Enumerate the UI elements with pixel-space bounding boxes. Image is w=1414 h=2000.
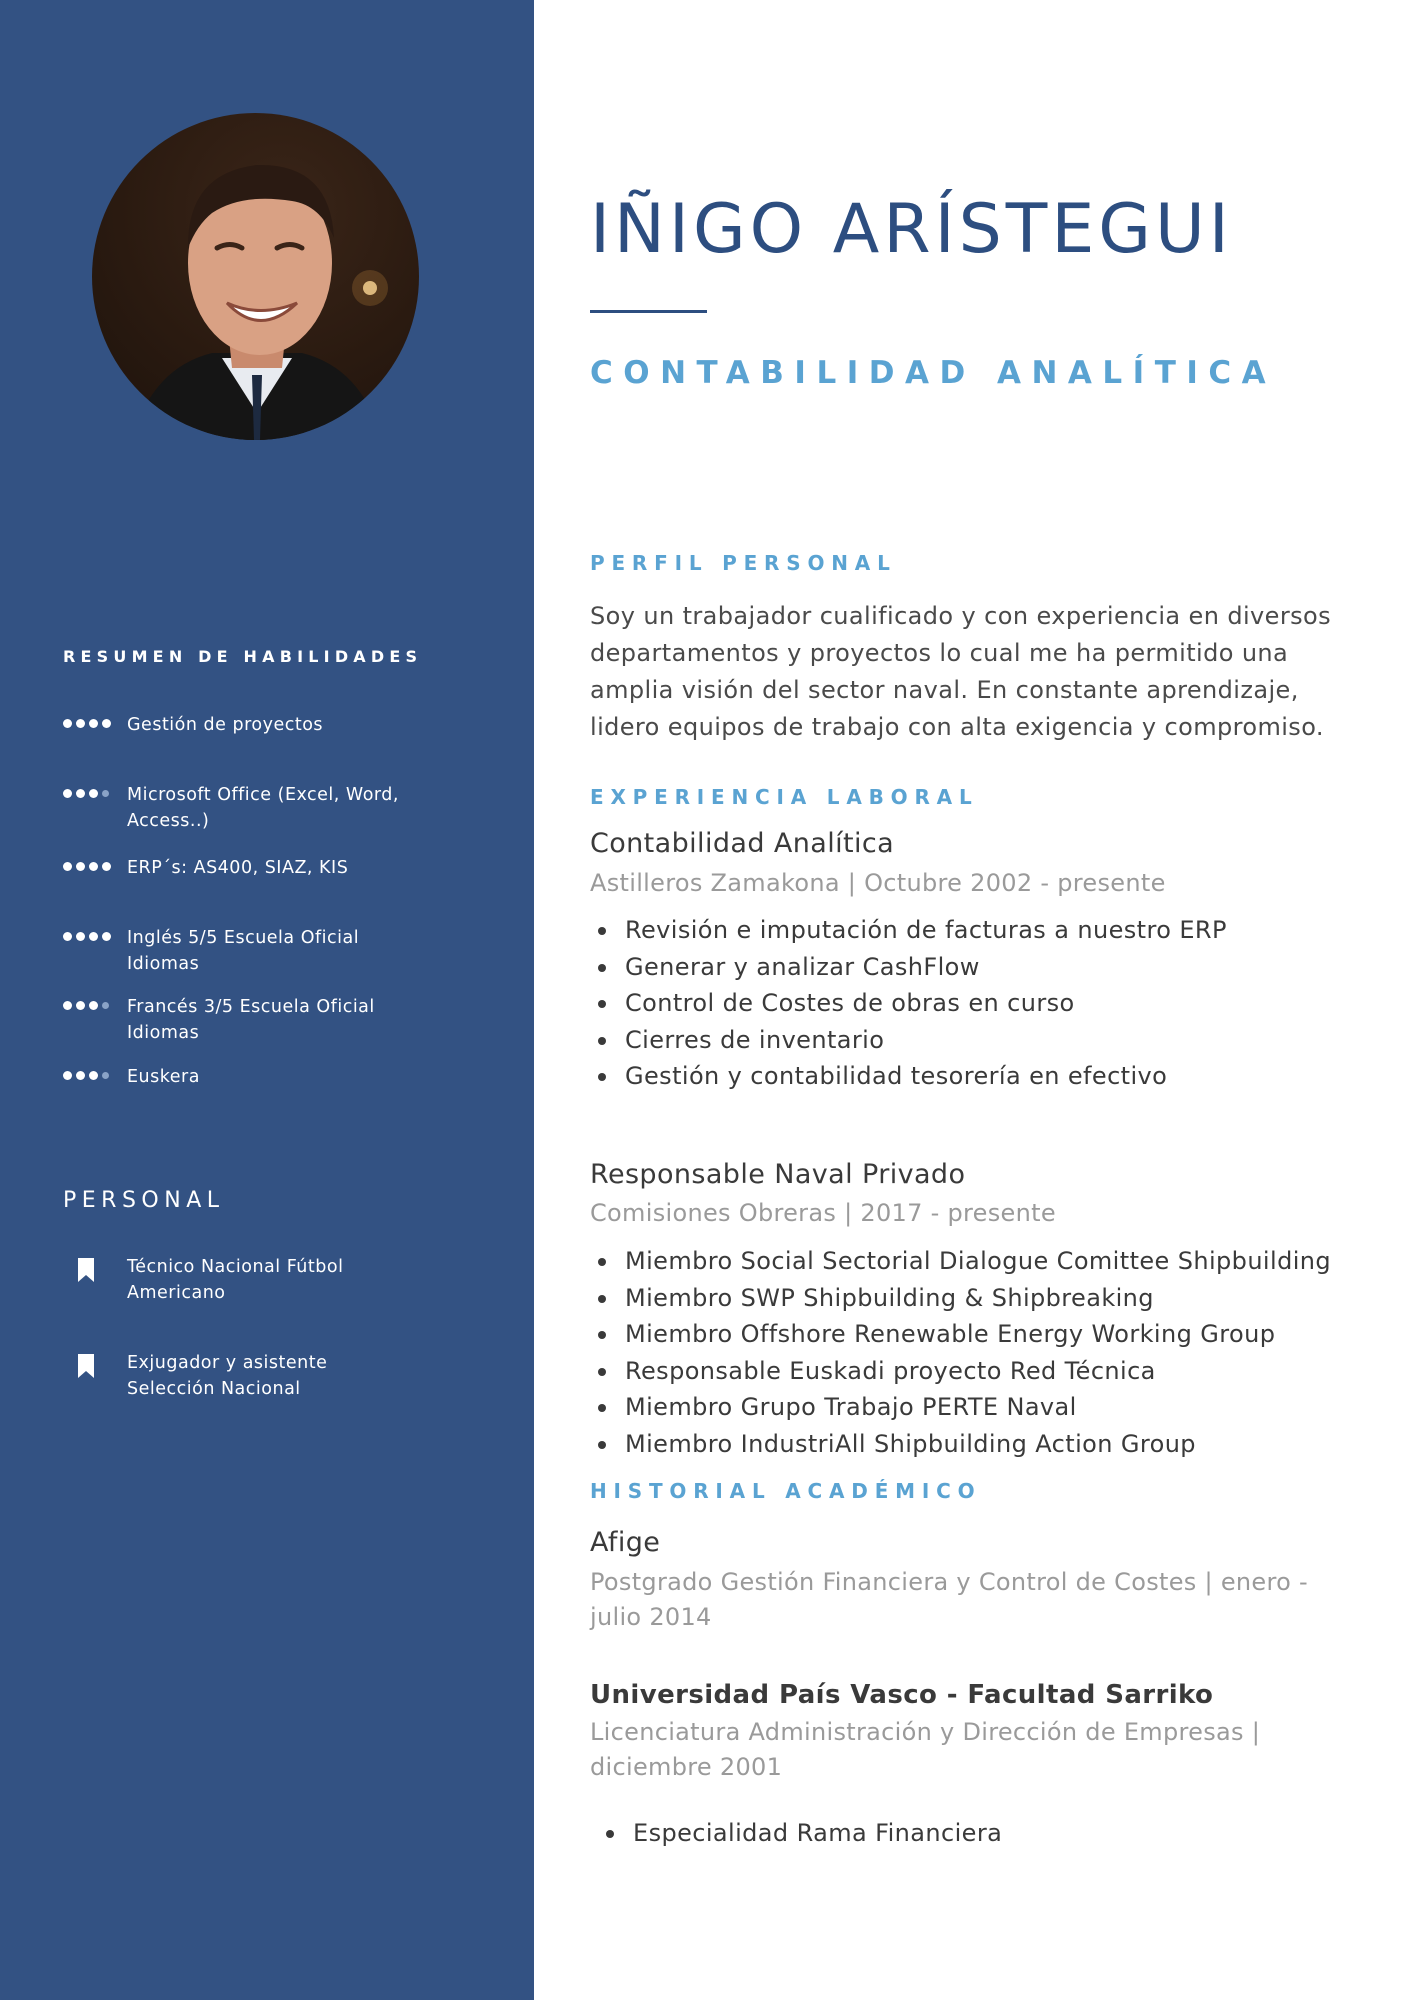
skill-label: Gestión de proyectos xyxy=(127,715,324,735)
profile-photo xyxy=(92,113,419,440)
name-divider xyxy=(590,310,707,313)
education-subtitle: Licenciatura Administración y Dirección de Empresas | diciembre 2001 xyxy=(590,1718,1261,1781)
skills-heading: RESUMEN DE HABILIDADES xyxy=(63,647,423,666)
personal-heading: PERSONAL xyxy=(63,1188,225,1213)
skill-dot-filled xyxy=(89,719,98,728)
job-title: Contabilidad Analítica xyxy=(590,828,895,859)
education-subtitle: Postgrado Gestión Financiera y Control de Costes | enero - julio 2014 xyxy=(590,1568,1308,1631)
education-bullets xyxy=(604,1815,1002,1852)
skill-item xyxy=(63,782,483,834)
skill-dot-empty xyxy=(102,1002,109,1009)
skill-dot-filled xyxy=(63,862,72,871)
bullet-item: Gestión y contabilidad tesorería en efectivo xyxy=(596,1058,1227,1095)
bullet-item: Responsable Euskadi proyecto Red Técnica xyxy=(596,1353,1331,1390)
skill-dot-filled xyxy=(102,862,111,871)
skill-dot-filled xyxy=(102,932,111,941)
job-subtitle: Comisiones Obreras | 2017 - presente xyxy=(590,1199,1056,1227)
profile-heading: PERFIL PERSONAL xyxy=(590,551,897,575)
job-bullets xyxy=(596,912,1227,1095)
skill-dot-filled xyxy=(76,862,85,871)
skill-level-dots xyxy=(63,782,127,798)
bullet-item: Miembro Offshore Renewable Energy Working Group xyxy=(596,1316,1331,1353)
skill-dot-filled xyxy=(76,789,85,798)
education-title: Afige xyxy=(590,1527,661,1558)
skill-dot-empty xyxy=(102,790,109,797)
skill-dot-filled xyxy=(89,1001,98,1010)
bullet-item: Cierres de inventario xyxy=(596,1022,1227,1059)
job-title: Responsable Naval Privado xyxy=(590,1159,966,1190)
personal-item xyxy=(63,1350,483,1402)
candidate-role: CONTABILIDAD ANALÍTICA xyxy=(590,355,1277,391)
skill-dot-filled xyxy=(63,719,72,728)
sidebar xyxy=(0,0,534,2000)
skill-dot-filled xyxy=(76,719,85,728)
job-bullets xyxy=(596,1243,1331,1463)
skill-label: Microsoft Office (Excel, Word, Access..) xyxy=(127,785,399,831)
skill-level-dots xyxy=(63,1064,127,1080)
bullet-item: Miembro Social Sectorial Dialogue Comittee Shipbuilding xyxy=(596,1243,1331,1280)
skill-dot-filled xyxy=(102,719,111,728)
job-subtitle: Astilleros Zamakona | Octubre 2002 - presente xyxy=(590,869,1166,897)
skill-level-dots xyxy=(63,855,127,871)
skill-dot-filled xyxy=(89,789,98,798)
candidate-name: IÑIGO ARÍSTEGUI xyxy=(590,190,1233,269)
skill-dot-filled xyxy=(63,1001,72,1010)
profile-photo-image xyxy=(92,113,419,440)
skill-item xyxy=(63,855,483,881)
personal-label: Exjugador y asistente Selección Nacional xyxy=(127,1353,328,1399)
skill-label: Euskera xyxy=(127,1067,200,1087)
skill-dot-filled xyxy=(89,932,98,941)
skill-label: Inglés 5/5 Escuela Oficial Idiomas xyxy=(127,928,360,974)
skill-level-dots xyxy=(63,712,127,728)
bullet-item: Miembro IndustriAll Shipbuilding Action Group xyxy=(596,1426,1331,1463)
skill-dot-filled xyxy=(76,932,85,941)
bullet-item: Generar y analizar CashFlow xyxy=(596,949,1227,986)
bullet-item: Miembro Grupo Trabajo PERTE Naval xyxy=(596,1389,1331,1426)
skill-dot-filled xyxy=(63,932,72,941)
bullet-item: Control de Costes de obras en curso xyxy=(596,985,1227,1022)
education-title: Universidad País Vasco - Facultad Sarriko xyxy=(590,1680,1214,1710)
skill-dot-filled xyxy=(63,1071,72,1080)
profile-text: Soy un trabajador cualificado y con experiencia en diversos departamentos y proyectos lo cual me ha permitido una amplia visión del sector naval. En constante aprendizaje, lidero equipos de trabajo con alta exigencia y compromiso. xyxy=(590,602,1331,741)
skill-dot-filled xyxy=(76,1001,85,1010)
skill-level-dots xyxy=(63,994,127,1010)
education-heading: HISTORIAL ACADÉMICO xyxy=(590,1479,982,1503)
skill-dot-filled xyxy=(89,1071,98,1080)
skill-label: ERP´s: AS400, SIAZ, KIS xyxy=(127,858,349,878)
skill-item xyxy=(63,925,483,977)
personal-label: Técnico Nacional Fútbol Americano xyxy=(127,1257,344,1303)
bullet-item: Revisión e imputación de facturas a nuestro ERP xyxy=(596,912,1227,949)
personal-item xyxy=(63,1254,483,1306)
bookmark-icon xyxy=(63,1350,127,1378)
skill-dot-filled xyxy=(89,862,98,871)
skill-label: Francés 3/5 Escuela Oficial Idiomas xyxy=(127,997,375,1043)
skill-level-dots xyxy=(63,925,127,941)
skill-dot-empty xyxy=(102,1072,109,1079)
bookmark-icon xyxy=(63,1254,127,1282)
experience-heading: EXPERIENCIA LABORAL xyxy=(590,785,979,809)
skill-dot-filled xyxy=(76,1071,85,1080)
skill-item xyxy=(63,712,483,738)
bullet-item: Especialidad Rama Financiera xyxy=(604,1815,1002,1852)
skill-item xyxy=(63,1064,483,1090)
skill-item xyxy=(63,994,483,1046)
bullet-item: Miembro SWP Shipbuilding & Shipbreaking xyxy=(596,1280,1331,1317)
skill-dot-filled xyxy=(63,789,72,798)
